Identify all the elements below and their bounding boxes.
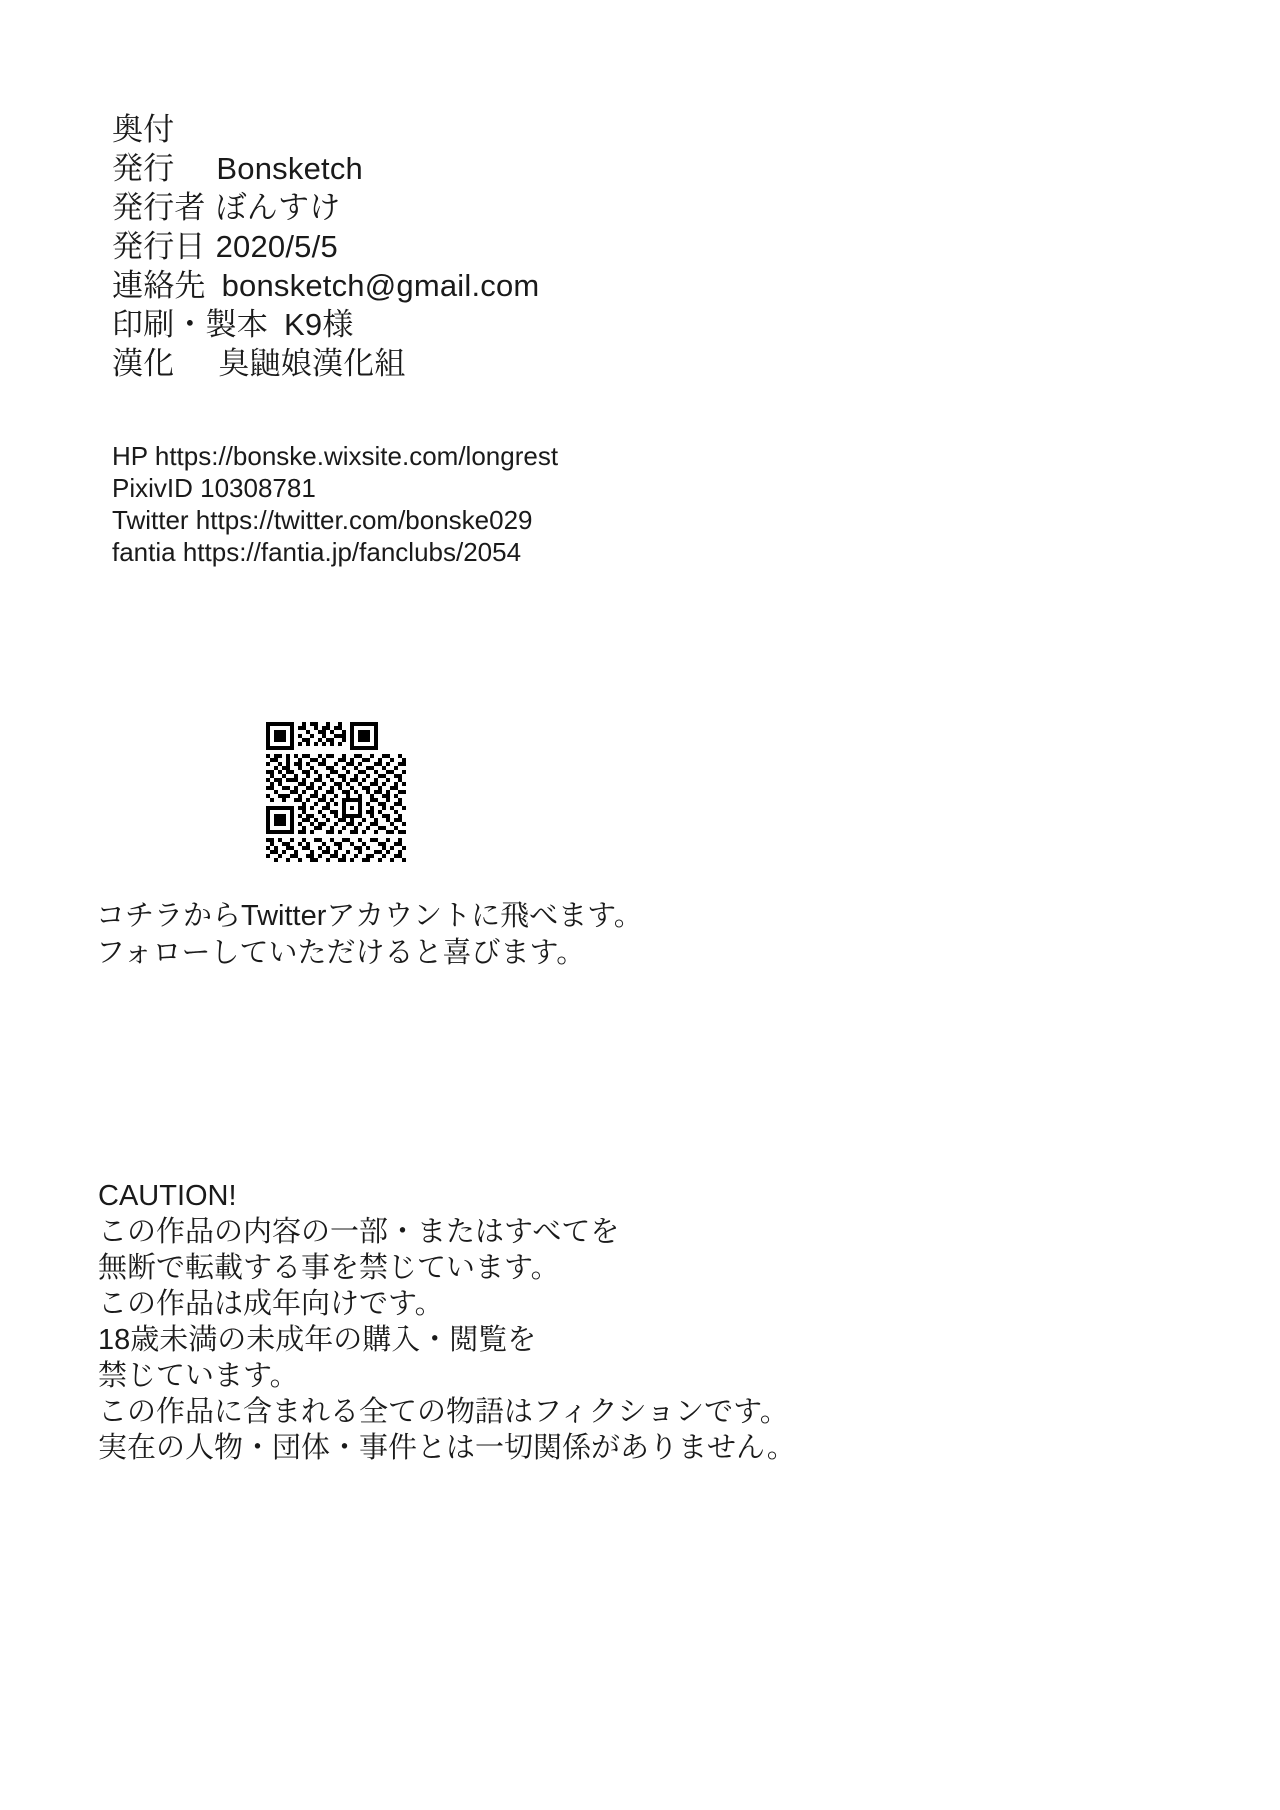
link-fantia[interactable]: fantia https://fantia.jp/fanclubs/2054 <box>112 537 522 567</box>
links-block <box>112 440 558 568</box>
colophon-value-contact: bonsketch@gmail.com <box>221 268 540 303</box>
colophon-label-publisher: 発行 <box>112 151 175 186</box>
colophon-row-contact <box>112 266 539 305</box>
colophon-value-publisher: Bonsketch <box>216 151 363 186</box>
caution-p1-line2: 無断で転載する事を禁じています。 <box>98 1252 560 1284</box>
link-homepage[interactable]: HP https://bonske.wixsite.com/longrest <box>112 441 559 471</box>
qr-caption-line-1: コチラからTwitterアカウントに飛べます。 <box>96 900 643 932</box>
colophon-value-date: 2020/5/5 <box>215 229 338 264</box>
colophon-label-contact: 連絡先 <box>112 268 206 303</box>
qr-caption-line-2: フォローしていただけると喜びます。 <box>96 937 586 969</box>
caution-p2-line3: 禁じています。 <box>98 1360 299 1392</box>
colophon-heading: 奥付 <box>112 112 175 147</box>
colophon-label-author: 発行者 <box>112 190 206 225</box>
colophon-value-translation: 臭鼬娘漢化組 <box>218 346 406 381</box>
twitter-qr-code[interactable] <box>262 718 410 866</box>
qr-caption-block <box>96 898 643 972</box>
colophon-label-translation: 漢化 <box>112 346 175 381</box>
caution-p2-line2: 18歳未満の未成年の購入・閲覧を <box>98 1324 537 1356</box>
colophon-value-author: ぼんすけ <box>215 190 341 225</box>
caution-p3-line1: この作品に含まれる全ての物語はフィクションです。 <box>98 1396 789 1428</box>
colophon-value-printing: K9様 <box>284 307 354 342</box>
colophon-row-publisher <box>112 149 539 188</box>
caution-block <box>98 1178 796 1466</box>
caution-p3-line2: 実在の人物・団体・事件とは一切関係がありません。 <box>98 1432 796 1464</box>
colophon-block <box>112 110 539 383</box>
link-pixiv-id[interactable]: PixivID 10308781 <box>112 473 316 503</box>
colophon-label-date: 発行日 <box>112 229 206 264</box>
caution-title: CAUTION! <box>98 1180 237 1212</box>
colophon-row-translation <box>112 344 539 383</box>
caution-p1-line1: この作品の内容の一部・またはすべてを <box>98 1216 620 1248</box>
link-twitter[interactable]: Twitter https://twitter.com/bonske029 <box>112 505 533 535</box>
colophon-row-date <box>112 227 539 266</box>
colophon-label-printing: 印刷・製本 <box>112 307 268 342</box>
colophon-row-printing <box>112 305 539 344</box>
colophon-row-author <box>112 188 539 227</box>
caution-p2-line1: この作品は成年向けです。 <box>98 1288 444 1320</box>
